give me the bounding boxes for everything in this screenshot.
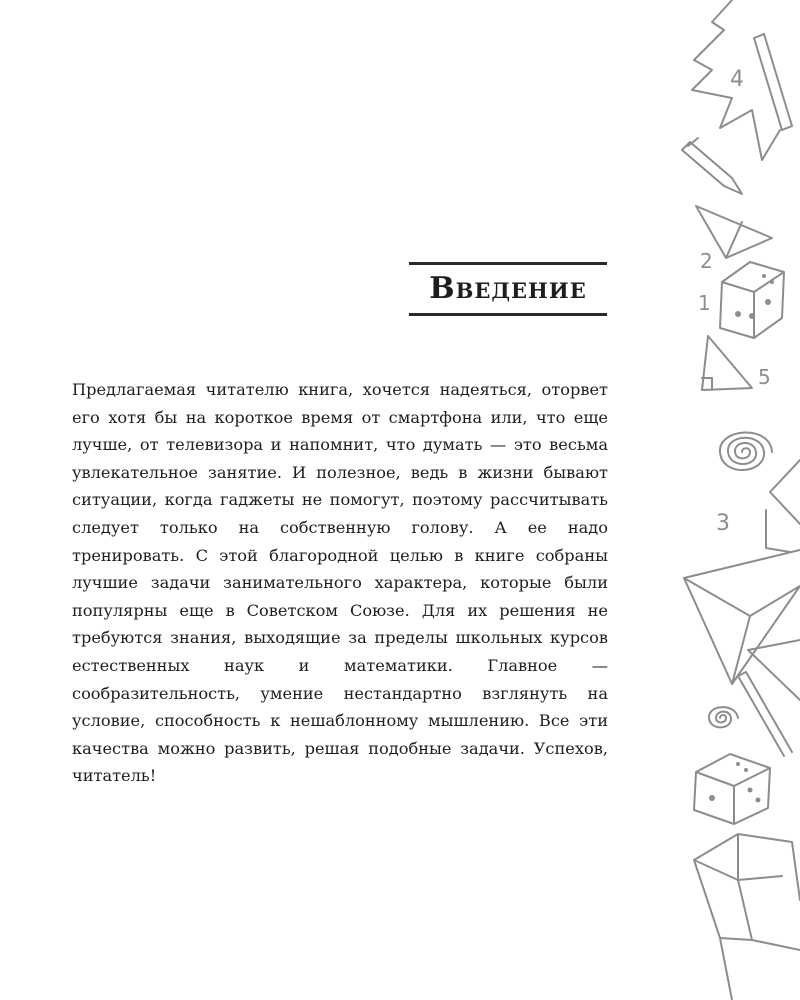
math-doodles-border <box>672 0 800 1000</box>
triangle-doodle-2 <box>702 336 752 390</box>
chapter-title: Введение <box>429 271 587 306</box>
spiral-doodle <box>720 432 772 470</box>
dice-doodle-2 <box>694 754 770 824</box>
digit-3-doodle: 3 <box>716 511 730 536</box>
digit-2-doodle: 2 <box>700 249 713 273</box>
pencil-doodle-2 <box>682 138 742 194</box>
dice-doodle-1 <box>720 262 784 338</box>
chapter-heading <box>409 262 607 316</box>
spiral-doodle-2 <box>709 707 738 727</box>
intro-paragraph: Предлагаемая читателю книга, хочется надеяться, оторвет его хотя бы на короткое время от смартфона или, что еще лучше, от телевизора и напомнит, что думать — это весьма увлекательное занятие. И полезное, ведь в жизни бывают ситуации, когда гаджеты не помогут, поэтому рассчитывать следует только на собственную голову. А ее надо тренировать. С этой благородной целью в книге собраны лучшие задачи занимательного характера, которые были популярны еще в Советском Союзе. Для их решения не требуются знания, выходящие за пределы школьных курсов естественных наук и математики. Главное — сообразительность, умение нестандартно взглянуть на условие, способность к нешаблонному мышлению. Все эти качества можно развить, решая подобные задачи. Успехов, читатель! <box>72 380 608 786</box>
pyramid-doodle <box>684 550 800 684</box>
digit-1-doodle: 1 <box>698 291 711 315</box>
digit-5-doodle: 5 <box>758 365 771 389</box>
digit-4-doodle: 4 <box>730 67 744 92</box>
pencil-doodle-1 <box>754 34 792 130</box>
polyhedron-doodle <box>694 834 800 1000</box>
heading-top-rule <box>409 262 607 265</box>
bracket-doodle <box>766 460 800 552</box>
heading-bottom-rule <box>409 313 607 316</box>
